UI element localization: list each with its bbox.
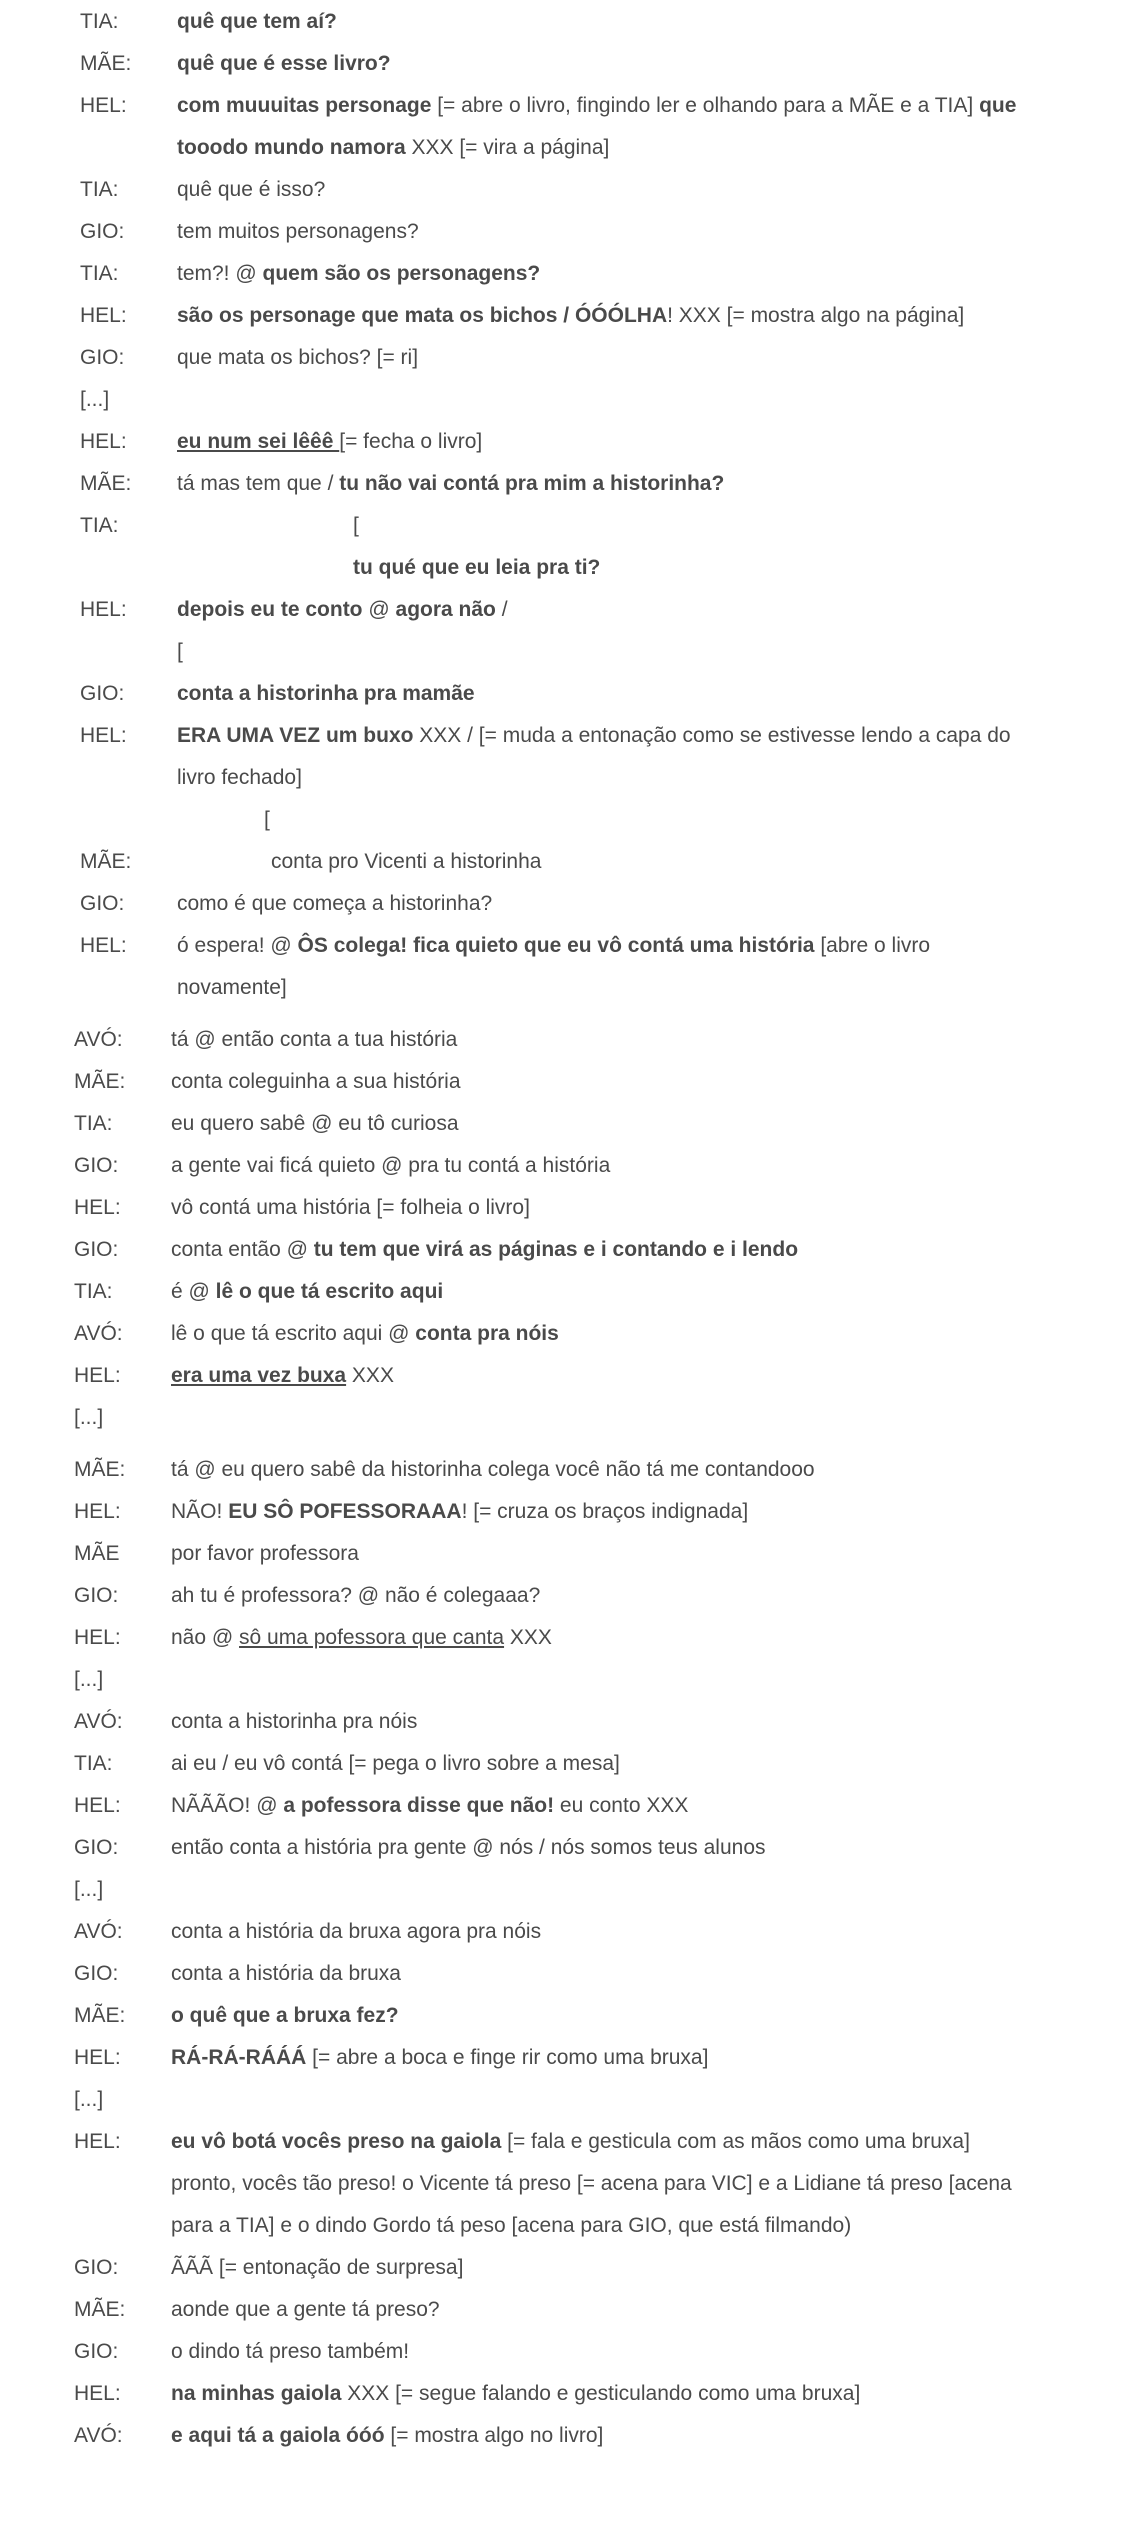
utterance-segment: lê o que tá escrito aqui (215, 1280, 444, 1303)
speaker-label: GIO: (74, 1238, 119, 1261)
speaker-label: HEL: (74, 2046, 121, 2069)
utterance-segment: [= mostra algo no livro] (384, 2424, 604, 2447)
utterance-segment: sô uma pofessora que canta (239, 1626, 505, 1649)
transcript-line (0, 2373, 1125, 2415)
transcript-line (0, 1061, 1125, 1103)
utterance-text (171, 1575, 540, 1617)
speaker-label: MÃE (74, 1542, 120, 1565)
speaker-label: HEL: (80, 430, 127, 453)
transcript-line (0, 1743, 1125, 1785)
utterance-text (171, 2121, 970, 2163)
speaker-label: [...] (74, 1668, 104, 1691)
utterance-segment: eu vô botá vocês preso na gaiola (171, 2130, 502, 2153)
speaker-label: GIO: (74, 1584, 119, 1607)
transcript-line (0, 379, 1125, 421)
utterance-segment: tá @ eu quero sabê da historinha colega você não tá me contandooo (171, 1458, 815, 1481)
transcript-line (0, 295, 1125, 337)
utterance-segment: a pofessora disse que não! (283, 1794, 555, 1817)
speaker-label: HEL: (74, 2382, 121, 2405)
transcript-line (0, 1449, 1125, 1491)
transcript-line (0, 253, 1125, 295)
utterance-text (177, 169, 325, 211)
utterance-text (171, 1995, 399, 2037)
utterance-segment: tu qué que eu leia pra ti? (353, 556, 601, 579)
utterance-segment: quê que tem aí? (177, 10, 337, 33)
speaker-label: HEL: (80, 934, 127, 957)
transcript-line (0, 1827, 1125, 1869)
speaker-label: GIO: (80, 892, 125, 915)
transcript-line (0, 2205, 1125, 2247)
utterance-text (171, 2289, 440, 2331)
utterance-text (171, 2247, 463, 2289)
speaker-label: GIO: (80, 346, 125, 369)
speaker-label: AVÓ: (74, 1322, 123, 1345)
speaker-label: AVÓ: (74, 1710, 123, 1733)
transcript-line (0, 1, 1125, 43)
transcript-line (0, 1869, 1125, 1911)
speaker-label: TIA: (74, 1280, 113, 1303)
utterance-segment: XXX [= vira a página] (405, 136, 610, 159)
utterance-segment: tá @ então conta a tua história (171, 1028, 458, 1051)
utterance-text (171, 1145, 610, 1187)
utterance-segment: conta coleguinha a sua história (171, 1070, 461, 1093)
speaker-label: AVÓ: (74, 2424, 123, 2447)
utterance-text (353, 547, 600, 589)
speaker-label: MÃE: (80, 850, 132, 873)
transcript-line (0, 463, 1125, 505)
utterance-segment: por favor professora (171, 1542, 359, 1565)
utterance-segment: tem muitos personagens? (177, 220, 419, 243)
transcript-line (0, 85, 1125, 127)
transcript-line (0, 967, 1125, 1009)
transcript-line (0, 1229, 1125, 1271)
speaker-label: HEL: (74, 1364, 121, 1387)
utterance-segment: livro fechado] (177, 766, 302, 789)
utterance-segment: depois eu te conto (177, 598, 363, 621)
utterance-text (177, 85, 1016, 127)
utterance-segment: ai eu / eu vô contá [= pega o livro sobre a mesa] (171, 1752, 620, 1775)
speaker-label: GIO: (74, 1962, 119, 1985)
speaker-label: GIO: (80, 682, 125, 705)
transcript-line (0, 337, 1125, 379)
utterance-segment: quê que é isso? (177, 178, 326, 201)
utterance-text (177, 715, 1011, 757)
utterance-segment: ó espera! @ (177, 934, 298, 957)
utterance-segment: conta a historinha pra mamãe (177, 682, 475, 705)
speaker-label: TIA: (74, 1752, 113, 1775)
utterance-text (171, 1953, 401, 1995)
utterance-segment: conta a historinha pra nóis (171, 1710, 418, 1733)
speaker-label: TIA: (80, 178, 119, 201)
utterance-segment: a gente vai ficá quieto @ pra tu contá a história (171, 1154, 611, 1177)
utterance-text (171, 1617, 552, 1659)
utterance-text (171, 1355, 394, 1397)
transcript-line (0, 1659, 1125, 1701)
utterance-text (171, 2415, 603, 2457)
speaker-label: HEL: (80, 94, 127, 117)
utterance-segment: quem são os personagens? (262, 262, 541, 285)
utterance-text (177, 673, 475, 715)
utterance-text (177, 463, 724, 505)
speaker-label: HEL: (80, 598, 127, 621)
utterance-text (177, 589, 508, 631)
utterance-segment: para a TIA] e o dindo Gordo tá peso [acena para GIO, que está filmando) (171, 2214, 852, 2237)
utterance-text (171, 2331, 409, 2373)
utterance-text (171, 1827, 766, 1869)
transcript-line (0, 2079, 1125, 2121)
transcript-line (0, 1313, 1125, 1355)
transcript-line (0, 505, 1125, 547)
utterance-segment: ÔS colega! fica quieto que eu vô contá uma história (297, 934, 815, 957)
utterance-text (177, 127, 609, 169)
utterance-text (171, 2163, 1012, 2205)
utterance-text (171, 1019, 457, 1061)
speaker-label: HEL: (74, 1196, 121, 1219)
speaker-label: [...] (74, 2088, 104, 2111)
utterance-segment: tá mas tem que / (177, 472, 340, 495)
utterance-text (171, 1187, 530, 1229)
speaker-label: AVÓ: (74, 1920, 123, 1943)
utterance-segment: ÃÃÃ [= entonação de surpresa] (171, 2256, 464, 2279)
utterance-segment: [= fala e gesticula com as mãos como uma bruxa] (501, 2130, 970, 2153)
speaker-label: GIO: (80, 220, 125, 243)
transcript-line (0, 1533, 1125, 1575)
speaker-label: MÃE: (74, 1458, 126, 1481)
utterance-segment: XXX (504, 1626, 552, 1649)
utterance-segment: NÃO! (171, 1500, 229, 1523)
speaker-label: HEL: (80, 304, 127, 327)
speaker-label: HEL: (74, 1626, 121, 1649)
speaker-label: TIA: (74, 1112, 113, 1135)
utterance-segment: conta pro Vicenti a historinha (271, 850, 542, 873)
transcript-line (0, 1995, 1125, 2037)
utterance-segment: não @ (171, 1626, 240, 1649)
transcript-line (0, 2415, 1125, 2457)
speaker-label: MÃE: (74, 2298, 126, 2321)
transcript-line (0, 1019, 1125, 1061)
transcript-line (0, 2289, 1125, 2331)
speaker-label: HEL: (74, 2130, 121, 2153)
transcript-line (0, 43, 1125, 85)
transcript-line (0, 1701, 1125, 1743)
transcript-line (0, 1491, 1125, 1533)
utterance-text (171, 1785, 688, 1827)
transcript-line (0, 841, 1125, 883)
utterance-segment: ! [= cruza os braços indignada] (461, 1500, 749, 1523)
utterance-segment: conta a história da bruxa (171, 1962, 401, 1985)
transcript-line (0, 2331, 1125, 2373)
utterance-text (171, 1701, 417, 1743)
utterance-segment: [ (264, 808, 270, 831)
utterance-text (177, 883, 492, 925)
utterance-text (177, 253, 540, 295)
utterance-segment: XXX / [= muda a entonação como se estivesse lendo a capa do (413, 724, 1011, 747)
transcript-line (0, 2163, 1125, 2205)
utterance-text (264, 799, 270, 841)
speaker-label: TIA: (80, 10, 119, 33)
utterance-segment: @ (362, 598, 396, 621)
transcript-line (0, 2247, 1125, 2289)
transcript-line (0, 421, 1125, 463)
utterance-segment: [= abre o livro, fingindo ler e olhando para a MÃE e a TIA] (431, 94, 980, 117)
utterance-segment: ! XXX [= mostra algo na página] (667, 304, 965, 327)
utterance-segment: [ (353, 514, 359, 537)
speaker-label: MÃE: (80, 472, 132, 495)
transcript-line (0, 127, 1125, 169)
utterance-segment: novamente] (177, 976, 287, 999)
transcript-line (0, 1187, 1125, 1229)
utterance-segment: era uma vez buxa (171, 1364, 347, 1387)
speaker-label: HEL: (80, 724, 127, 747)
transcript-line (0, 631, 1125, 673)
utterance-text (271, 841, 541, 883)
transcript-line (0, 169, 1125, 211)
transcript-line (0, 757, 1125, 799)
transcript-line (0, 715, 1125, 757)
speaker-label: MÃE: (74, 1070, 126, 1093)
transcript-line (0, 547, 1125, 589)
utterance-segment: tu tem que virá as páginas e i contando e i lendo (313, 1238, 799, 1261)
utterance-segment: ERA UMA VEZ um buxo (177, 724, 414, 747)
utterance-text (177, 757, 302, 799)
utterance-text (177, 211, 419, 253)
utterance-segment: / (495, 598, 508, 621)
transcript-line (0, 1355, 1125, 1397)
speaker-label: [...] (74, 1406, 104, 1429)
utterance-segment: [abre o livro (814, 934, 931, 957)
utterance-segment: como é que começa a historinha? (177, 892, 493, 915)
speaker-label: [...] (80, 388, 110, 411)
utterance-text (171, 1229, 798, 1271)
utterance-segment: NÃÃÃO! @ (171, 1794, 284, 1817)
utterance-segment: XXX (346, 1364, 394, 1387)
utterance-text (171, 2373, 860, 2415)
utterance-segment: [= abre a boca e finge rir como uma bruxa] (306, 2046, 709, 2069)
utterance-segment: EU SÔ POFESSORAAA (228, 1500, 462, 1523)
transcript-line (0, 673, 1125, 715)
utterance-segment: eu quero sabê @ eu tô curiosa (171, 1112, 459, 1135)
utterance-segment: [= fecha o livro] (339, 430, 483, 453)
speaker-label: TIA: (80, 262, 119, 285)
speaker-label: GIO: (74, 2256, 119, 2279)
utterance-segment: ah tu é professora? @ não é colegaaa? (171, 1584, 541, 1607)
speaker-label: [...] (74, 1878, 104, 1901)
transcript-line (0, 1397, 1125, 1439)
utterance-segment: o dindo tá preso também! (171, 2340, 410, 2363)
utterance-text (177, 421, 482, 463)
utterance-text (171, 1103, 459, 1145)
transcript-line (0, 1953, 1125, 1995)
speaker-label: HEL: (74, 1794, 121, 1817)
utterance-segment: na minhas gaiola (171, 2382, 342, 2405)
utterance-text (171, 2037, 708, 2079)
utterance-text (171, 1313, 559, 1355)
utterance-segment: com muuuitas personage (177, 94, 432, 117)
utterance-segment: e aqui tá a gaiola óóó (171, 2424, 385, 2447)
utterance-segment: tem?! @ (177, 262, 263, 285)
utterance-segment: são os personage que mata os bichos / ÓÓÓLHA (177, 304, 668, 327)
transcript-line (0, 589, 1125, 631)
transcript-line (0, 1785, 1125, 1827)
utterance-segment: agora não (395, 598, 496, 621)
utterance-text (171, 1491, 748, 1533)
utterance-segment: eu conto XXX (554, 1794, 689, 1817)
utterance-text (177, 295, 964, 337)
transcript-line (0, 1911, 1125, 1953)
speaker-label: AVÓ: (74, 1028, 123, 1051)
utterance-segment: pronto, vocês tão preso! o Vicente tá preso [= acena para VIC] e a Lidiane tá preso [acena (171, 2172, 1012, 2195)
utterance-segment: aonde que a gente tá preso? (171, 2298, 440, 2321)
speaker-label: GIO: (74, 2340, 119, 2363)
utterance-segment: eu num sei lêêê (177, 430, 340, 453)
utterance-text (171, 1743, 620, 1785)
utterance-segment: RÁ-RÁ-RÁÁÁ (171, 2046, 307, 2069)
speaker-label: TIA: (80, 514, 119, 537)
transcript-line (0, 1145, 1125, 1187)
transcript-line (0, 1271, 1125, 1313)
transcript-line (0, 925, 1125, 967)
utterance-segment: quê que é esse livro? (177, 52, 391, 75)
utterance-text (177, 1, 337, 43)
utterance-segment: então conta a história pra gente @ nós / nós somos teus alunos (171, 1836, 766, 1859)
transcript-line (0, 2121, 1125, 2163)
speaker-label: HEL: (74, 1500, 121, 1523)
utterance-text (177, 925, 930, 967)
utterance-text (177, 43, 391, 85)
transcript-line (0, 1617, 1125, 1659)
utterance-segment: é @ (171, 1280, 216, 1303)
transcript-line (0, 883, 1125, 925)
utterance-segment: conta então @ (171, 1238, 314, 1261)
utterance-text (171, 1449, 815, 1491)
utterance-segment: [ (177, 640, 183, 663)
utterance-text (353, 505, 359, 547)
utterance-segment: conta pra nóis (415, 1322, 559, 1345)
transcript-line (0, 2037, 1125, 2079)
utterance-segment: o quê que a bruxa fez? (171, 2004, 399, 2027)
speaker-label: MÃE: (74, 2004, 126, 2027)
utterance-text (171, 1271, 443, 1313)
utterance-text (171, 1061, 461, 1103)
utterance-text (171, 1533, 359, 1575)
utterance-text (177, 631, 183, 673)
utterance-text (171, 2205, 851, 2247)
speaker-label: GIO: (74, 1154, 119, 1177)
speaker-label: MÃE: (80, 52, 132, 75)
transcript-line (0, 799, 1125, 841)
utterance-text (177, 337, 418, 379)
utterance-text (177, 967, 287, 1009)
utterance-text (171, 1911, 541, 1953)
utterance-segment: tooodo mundo namora (177, 136, 406, 159)
utterance-segment: lê o que tá escrito aqui @ (171, 1322, 416, 1345)
transcript-line (0, 1103, 1125, 1145)
utterance-segment: tu não vai contá pra mim a historinha? (339, 472, 725, 495)
transcript-line (0, 1575, 1125, 1617)
utterance-segment: que mata os bichos? [= ri] (177, 346, 419, 369)
transcript-line (0, 211, 1125, 253)
speaker-label: GIO: (74, 1836, 119, 1859)
utterance-segment: conta a história da bruxa agora pra nóis (171, 1920, 542, 1943)
utterance-segment: vô contá uma história [= folheia o livro] (171, 1196, 530, 1219)
utterance-segment: que (979, 94, 1017, 117)
utterance-segment: XXX [= segue falando e gesticulando como uma bruxa] (341, 2382, 861, 2405)
